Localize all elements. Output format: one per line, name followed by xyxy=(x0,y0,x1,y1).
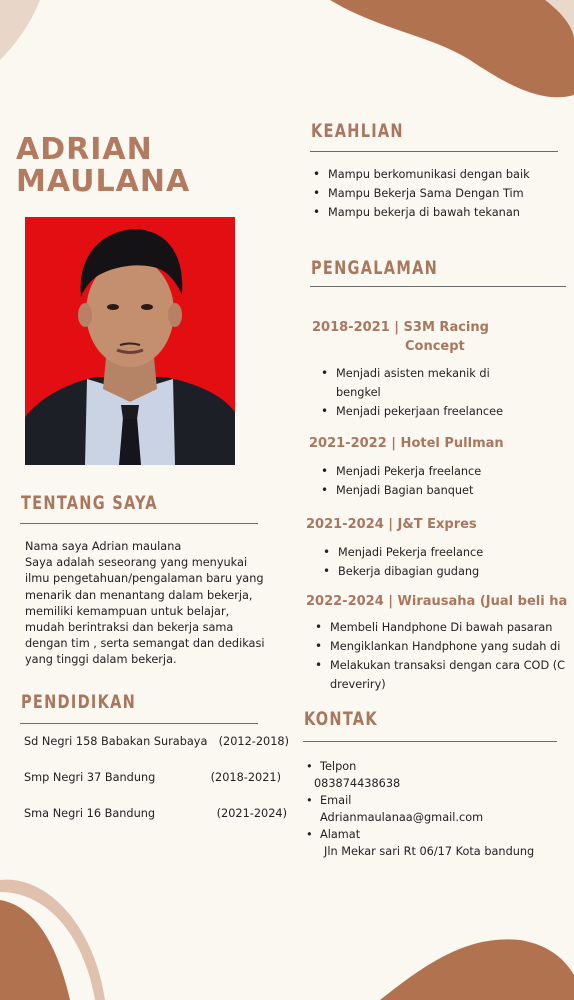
experience-heading: 2021-2024 | J&T Expres xyxy=(306,517,477,532)
experience-item: • Bekerja dibagian gudang xyxy=(320,562,483,581)
experience-item: • Menjadi pekerjaan freelancee xyxy=(318,402,503,421)
experience-item: • Menjadi Pekerja freelance xyxy=(320,543,483,562)
about-line: dengan tim , serta semangat dan dedikasi xyxy=(25,637,265,651)
about-line: mudah berintraksi dan bekerja sama xyxy=(25,621,234,635)
experience-item-cont: dreveriry) xyxy=(330,678,386,691)
experience-item: • Menjadi asisten mekanik di xyxy=(318,364,503,383)
experience-divider xyxy=(310,286,566,287)
experience-heading-cont: Concept xyxy=(405,339,465,354)
education-title: PENDIDIKAN xyxy=(21,691,137,713)
experience-list xyxy=(312,618,574,694)
experience-list xyxy=(318,462,481,500)
experience-item: • Menjadi Bagian banquet xyxy=(318,481,481,500)
phone-value: 083874438638 xyxy=(314,777,401,790)
about-line: yang tinggi dalam bekerja. xyxy=(25,653,177,667)
address-value: Jln Mekar sari Rt 06/17 Kota bandung xyxy=(324,845,535,858)
about-divider xyxy=(20,523,258,524)
skill-item: • Mampu Bekerja Sama Dengan Tim xyxy=(310,184,530,203)
education-row xyxy=(24,735,289,748)
about-line: Nama saya Adrian maulana xyxy=(25,540,182,553)
school-years: (2021-2024) xyxy=(216,807,287,820)
address-label: • Alamat xyxy=(306,826,534,843)
phone-label: • Telpon xyxy=(306,758,534,775)
education-row xyxy=(24,771,289,784)
experience-heading: 2021-2022 | Hotel Pullman xyxy=(309,436,504,451)
about-line: Saya adalah seseorang yang menyukai xyxy=(25,556,248,570)
experience-title: PENGALAMAN xyxy=(311,257,439,279)
school-years: (2012-2018) xyxy=(218,735,289,748)
school-name: Sd Negri 158 Babakan Surabaya xyxy=(24,735,208,748)
about-line: menarik dan menantang dalam bekerja, xyxy=(25,588,253,602)
skills-list xyxy=(310,165,530,222)
skill-item: • Mampu berkomunikasi dengan baik xyxy=(310,165,530,184)
contact-block xyxy=(306,758,534,860)
about-line: ilmu pengetahuan/pengalaman baru yang xyxy=(25,572,264,586)
experience-item: • Membeli Handphone Di bawah pasaran xyxy=(312,618,574,637)
skills-divider xyxy=(310,151,558,152)
experience-item: • Menjadi Pekerja freelance xyxy=(318,462,481,481)
person-name xyxy=(16,134,190,198)
about-title: TENTANG SAYA xyxy=(21,492,158,514)
experience-heading: 2022-2024 | Wirausaha (Jual beli ha xyxy=(306,594,568,609)
experience-item: • Mengiklankan Handphone yang sudah di xyxy=(312,637,574,656)
education-divider xyxy=(20,723,258,724)
portrait-illustration xyxy=(25,217,235,465)
education-row xyxy=(24,807,289,820)
name-line-2: MAULANA xyxy=(16,164,191,199)
experience-list xyxy=(318,364,503,421)
name-line-1: ADRIAN xyxy=(16,132,153,167)
contact-divider xyxy=(303,741,557,742)
experience-item-cont: bengkel xyxy=(336,386,381,399)
skill-item: • Mampu bekerja di bawah tekanan xyxy=(310,203,530,222)
contact-title: KONTAK xyxy=(304,708,378,730)
school-name: Sma Negri 16 Bandung xyxy=(24,807,156,820)
school-years: (2018-2021) xyxy=(210,771,281,784)
profile-photo xyxy=(25,217,235,465)
experience-list xyxy=(320,543,483,581)
skills-title: KEAHLIAN xyxy=(311,120,404,142)
email-label: • Email xyxy=(306,792,534,809)
experience-heading: 2018-2021 | S3M Racing xyxy=(312,320,489,335)
school-name: Smp Negri 37 Bandung xyxy=(24,771,156,784)
email-value: Adrianmaulanaa@gmail.com xyxy=(320,811,484,824)
about-text xyxy=(25,539,270,669)
about-line: memiliki kemampuan untuk belajar, xyxy=(25,604,230,618)
experience-item: • Melakukan transaksi dengan cara COD (C xyxy=(312,656,574,675)
